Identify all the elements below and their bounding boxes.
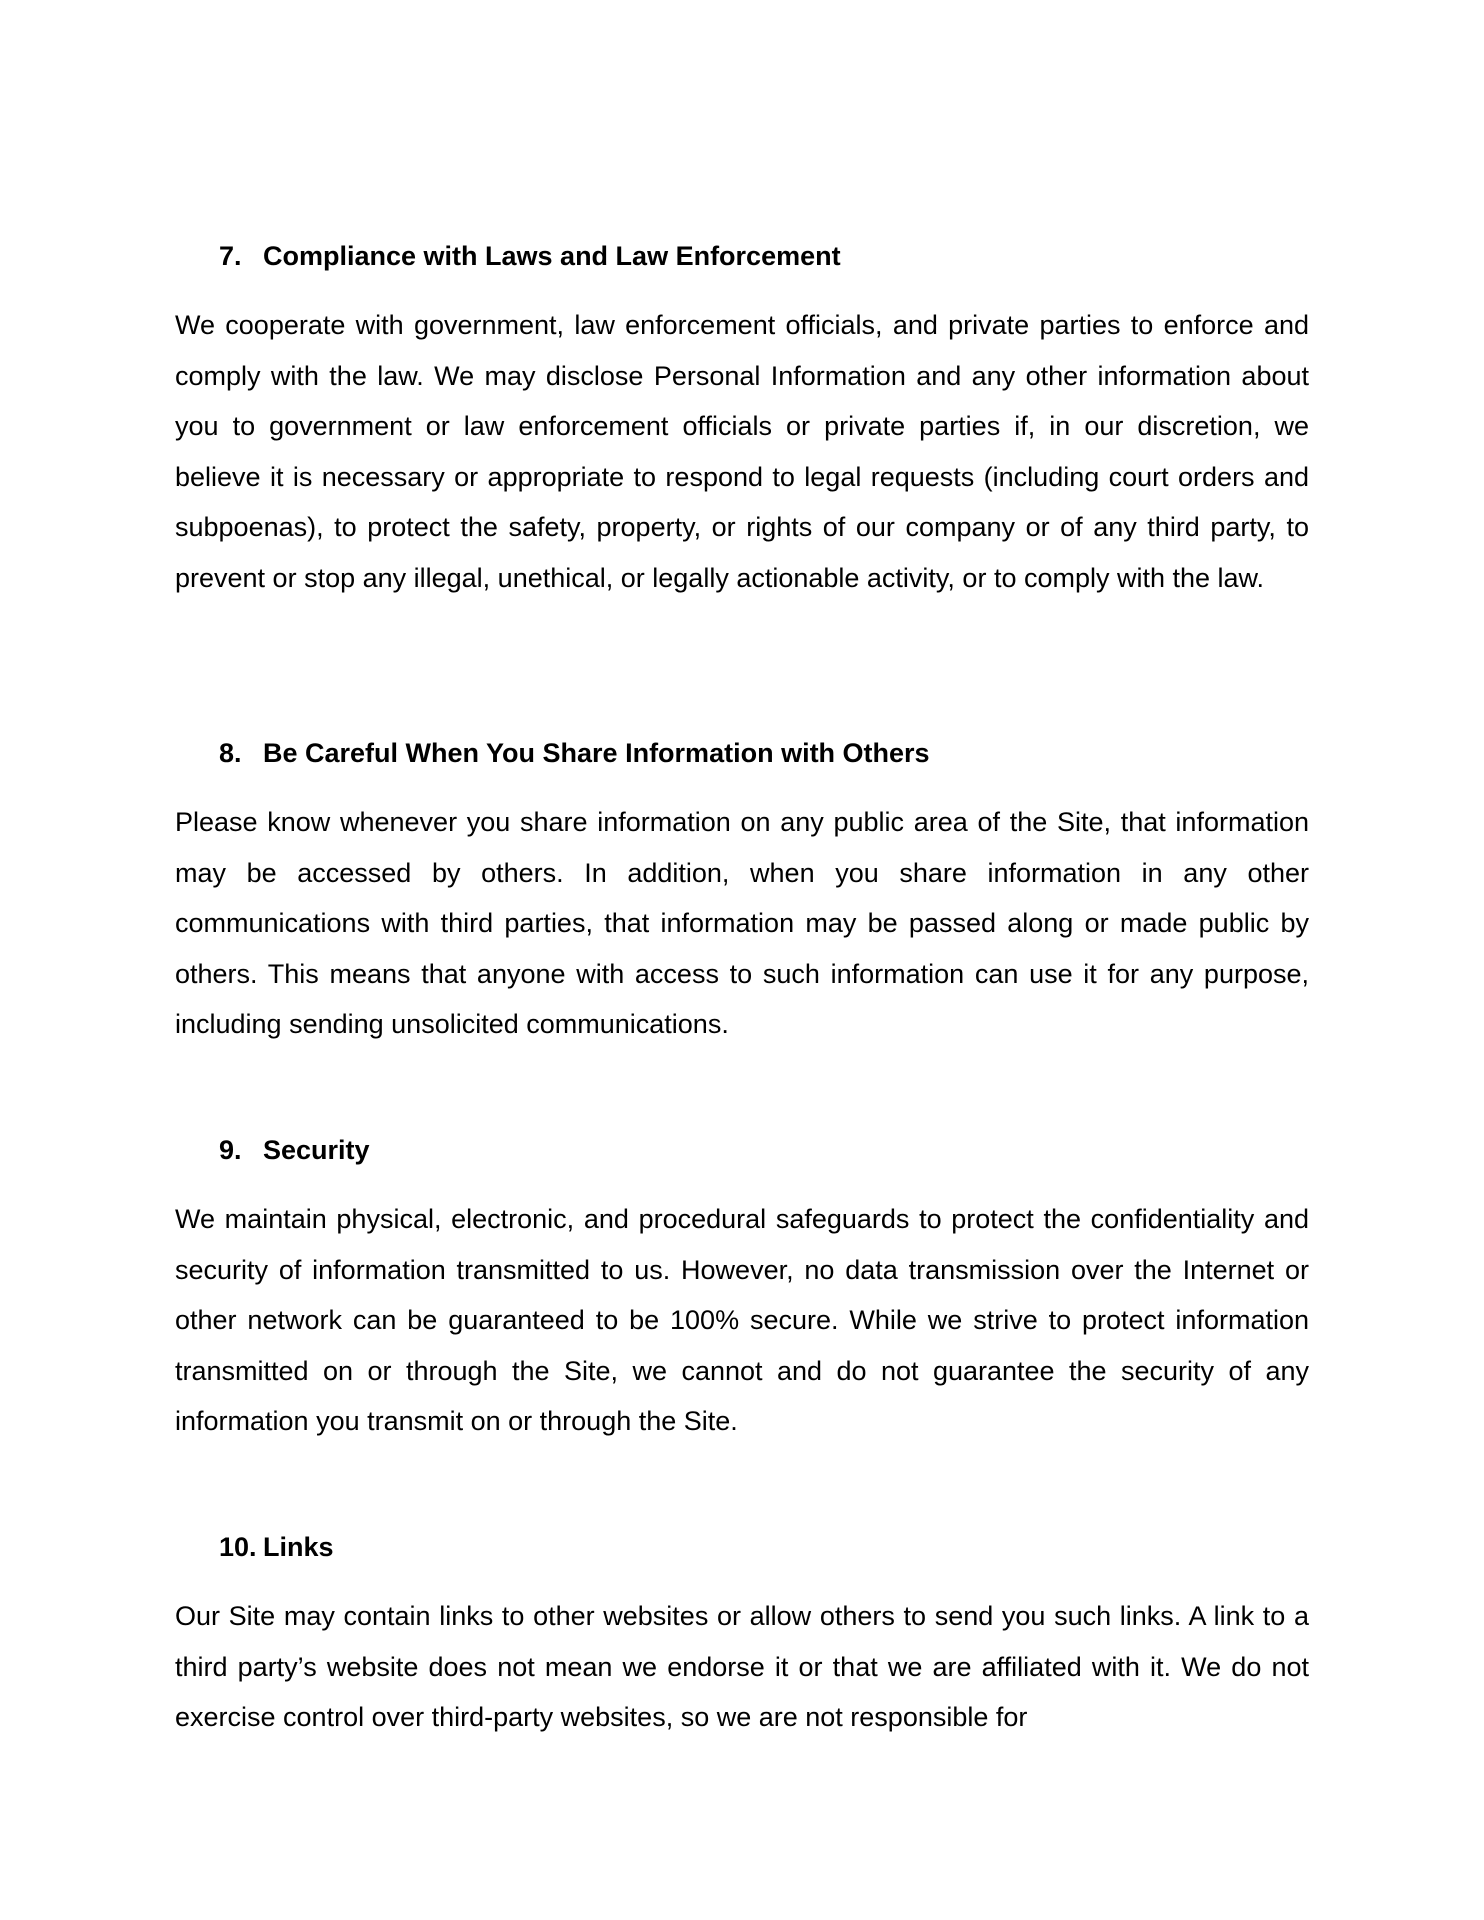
section-sharing — [175, 735, 1309, 1050]
section-number: 8. — [219, 738, 242, 768]
section-heading — [219, 1529, 1309, 1565]
section-body: We maintain physical, electronic, and procedural safeguards to protect the confidentiality and security of information transmitted to us. However, no data transmission over the Internet or other network can be guaranteed to be 100% secure. While we strive to protect information transmitted on or through the Site, we cannot and do not guarantee the security of any information you transmit on or through the Site. — [175, 1204, 1309, 1436]
section-number: 10. — [219, 1532, 257, 1562]
section-body: Our Site may contain links to other websites or allow others to send you such links. A link to a third party’s website does not mean we endorse it or that we are affiliated with it. We do not exercise control over third-party websites, so we are not responsible for — [175, 1601, 1309, 1732]
section-security — [175, 1132, 1309, 1447]
section-compliance — [175, 238, 1309, 603]
section-title: Compliance with Laws and Law Enforcement — [263, 241, 841, 271]
section-title: Links — [263, 1532, 334, 1562]
section-links — [175, 1529, 1309, 1743]
section-number: 9. — [219, 1135, 242, 1165]
section-heading — [219, 238, 1309, 274]
section-body: We cooperate with government, law enforcement officials, and private parties to enforce and comply with the law. We may disclose Personal Information and any other information about you to government or law enforcement officials or private parties if, in our discretion, we believe it is necessary or appropriate to respond to legal requests (including court orders and subpoenas), to protect the safety, property, or rights of our company or of any third party, to prevent or stop any illegal, unethical, or legally actionable activity, or to comply with the law. — [175, 310, 1309, 593]
section-body: Please know whenever you share information on any public area of the Site, that information may be accessed by others. In addition, when you share information in any other communications with third parties, that information may be passed along or made public by others. This means that anyone with access to such information can use it for any purpose, including sending unsolicited communications. — [175, 807, 1309, 1039]
section-heading — [219, 735, 1309, 771]
section-heading — [219, 1132, 1309, 1168]
section-title: Be Careful When You Share Information with Others — [263, 738, 930, 768]
section-number: 7. — [219, 241, 242, 271]
section-title: Security — [263, 1135, 370, 1165]
